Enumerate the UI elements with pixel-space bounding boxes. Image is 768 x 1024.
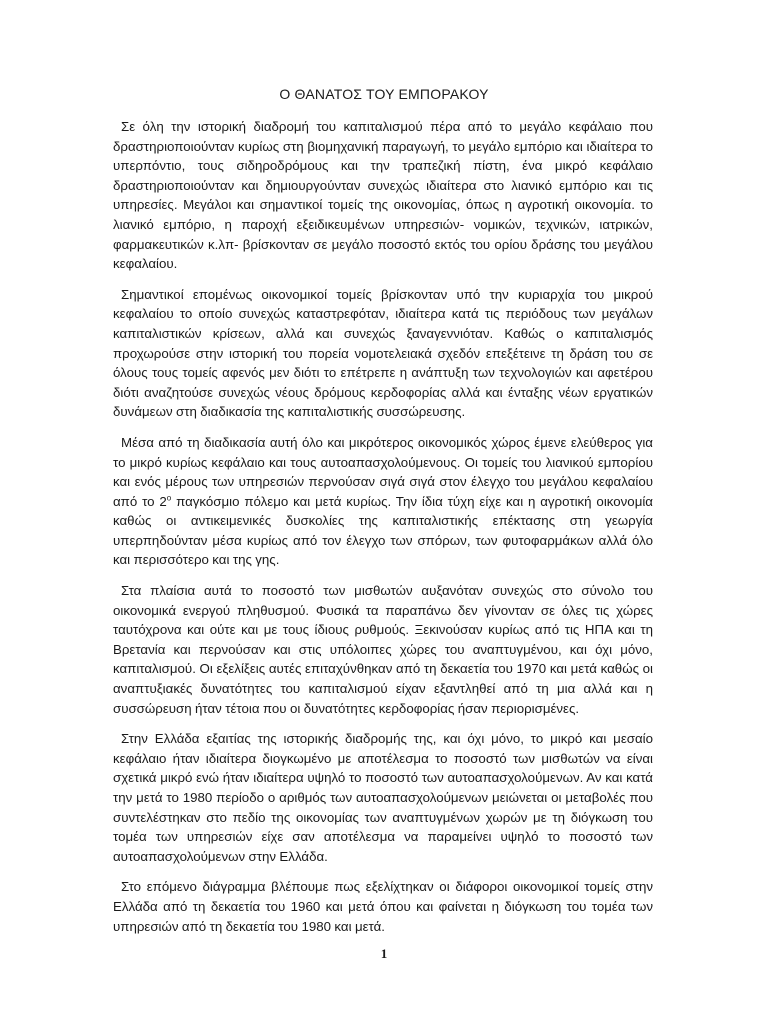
- paragraph-2: Σημαντικοί επομένως οικονομικοί τομείς βρίσκονταν υπό την κυριαρχία του μικρού κεφαλαίου το οποίο συνεχώς καταστρεφόταν, ιδιαίτερα κατά τις περιόδους των μεγάλων καπιταλιστικών κρίσεων, αλλά και συνεχώς ξαναγεννιόταν. Καθώς ο καπιταλισμός προχωρούσε στην ιστορική του πορεία νομοτελειακά σχεδόν επεξέτεινε τη δράση του σε όλους τους τομείς αφενός μεν διότι το επέτρεπε η ανάπτυξη των τεχνολογιών και αφετέρου διότι αναζητούσε συνεχώς νέους δρόμους κερδοφορίας αλλά και ένταξης νέων εργατικών δυνάμεων στη διαδικασία της καπιταλιστικής συσσώρευσης.: [113, 286, 653, 420]
- ordinal-superscript: ο: [166, 493, 172, 503]
- paragraph-1: Σε όλη την ιστορική διαδρομή του καπιταλισμού πέρα από το μεγάλο κεφάλαιο που δραστηριοποιούνταν κυρίως στη βιομηχανική παραγωγή, το μεγάλο εμπόριο και ιδιαίτερα το υπερπόντιο, τους σιδηροδρόμους και την τραπεζική πίστη, ένα μικρό κεφάλαιο δραστηριοποιούνταν και δημιουργούνταν συνεχώς ιδιαίτερα στο λιανικό εμπόριο και τις υπηρεσίες. Μεγάλοι και σημαντικοί τομείς της οικονομίας, όπως η αγροτική οικονομία. το λιανικό εμπόριο, η παροχή εξειδικευμένων υπηρεσιών- νομικών, τεχνικών, ιατρικών, φαρμακευτικών κ.λπ- βρίσκονταν σε μεγάλο ποσοστό εκτός του ορίου δράσης του μεγάλου κεφαλαίου.: [113, 119, 653, 272]
- paragraph-6: Στο επόμενο διάγραμμα βλέπουμε πως εξελίχτηκαν οι διάφοροι οικονομικοί τομείς στην Ελλάδα από τη δεκαετία του 1960 και μετά όπου και φαίνεται η διόγκωση του τομέα των υπηρεσιών από τη δεκαετία του 1980 και μετά.: [113, 879, 653, 934]
- paragraph-3-text-start: Μέσα από τη διαδικασία αυτή όλο και μικρότερος οικονομικός χώρος έμενε ελεύθερος για το μικρό κυρίως κεφάλαιο και τους αυτοαπασχολούμενους. Οι τομείς του λιανικού εμπορίου και ενός μέρους των υπηρεσιών περνούσαν σιγά σιγά στον έλεγχο του μεγάλου κεφαλαίου από το 2: [113, 434, 653, 509]
- paragraph-5: Στην Ελλάδα εξαιτίας της ιστορικής διαδρομής της, και όχι μόνο, το μικρό και μεσαίο κεφάλαιο ήταν ιδιαίτερα διογκωμένο με αποτέλεσμα το ποσοστό των μισθωτών να είναι σχετικά μικρό ενώ ήταν ιδιαίτερα υψηλό το ποσοστό των αυτοαπασχολούμενων. Αν και κατά την μετά το 1980 περίοδο ο αριθμός των αυτοαπασχολούμενων μειώνεται οι μεταβολές που συντελέστηκαν στο πεδίο της οικονομίας των αναπτυγμένων χωρών με τη διόγκωση του τομέα των υπηρεσιών είχε σαν αποτέλεσμα να παραμείνει υψηλό το ποσοστό των αυτοαπασχολούμενων στην Ελλάδα.: [113, 731, 653, 864]
- paragraph-3: [113, 433, 653, 570]
- paragraph-4: Στα πλαίσια αυτά το ποσοστό των μισθωτών αυξανόταν συνεχώς στο σύνολο του οικονομικά ενεργού πληθυσμού. Φυσικά τα παραπάνω δεν γίνονταν σε όλες τις χώρες ταυτόχρονα και ούτε και με τους ίδιους ρυθμούς. Ξεκινούσαν κυρίως από τις ΗΠΑ και τη Βρετανία και περνούσαν και στις υπόλοιπες χώρες του αναπτυγμένου, και όχι μόνο, καπιταλισμού. Οι εξελίξεις αυτές επιταχύνθηκαν από τη δεκαετία του 1970 και μετά καθώς οι αναπτυξιακές δυνατότητες του καπιταλισμού είχαν εξαντληθεί από τη μια αλλά και η συσσώρευση ήταν τέτοια που οι δυνατότητες κερδοφορίας ήσαν περιορισμένες.: [113, 583, 653, 716]
- paragraph-3-text-end: παγκόσμιο πόλεμο και μετά κυρίως. Την ίδια τύχη είχε και η αγροτική οικονομία καθώς οι αντικειμενικές δυσκολίες της καπιταλιστικής επέκτασης στη γεωργία υπερπηδούνταν μέσα κυρίως από τον έλεγχο των σπόρων, των φυτοφαρμάκων αλλά όλο και περισσότερο και της γης.: [113, 493, 653, 568]
- page-number: 1: [380, 946, 388, 961]
- document-title: Ο ΘΑΝΑΤΟΣ ΤΟΥ ΕΜΠΟΡΑΚΟΥ: [279, 86, 489, 102]
- document-body: [113, 117, 653, 947]
